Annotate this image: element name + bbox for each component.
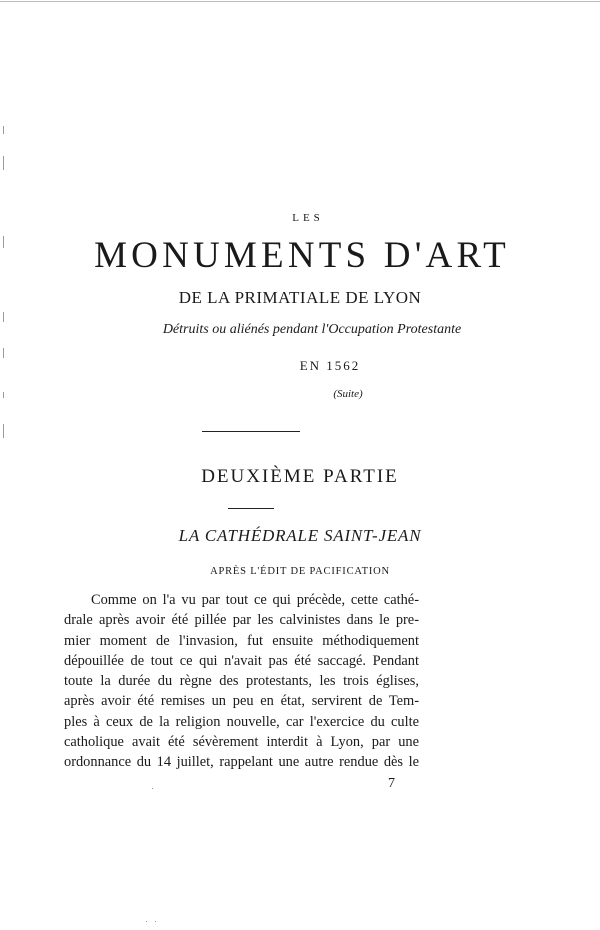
text-line: dépouillée de tout ce qui n'avait pas été saccagé. Pendant [64,652,419,669]
text-line: Comme on l'a vu par tout ce qui précède, cette cathé- [91,592,419,608]
title-article: LES [292,212,324,224]
text-line: catholique avait été sévèrement interdit à Lyon, par une [64,734,419,751]
paper-speck [152,788,153,789]
text-line: drale après avoir été pillée par les calvinistes dans le pre- [64,612,419,629]
part-divider [228,508,274,509]
page-subtitle: DE LA PRIMATIALE DE LYON [178,288,422,307]
text-line: ordonnance du 14 juillet, rappelant une autre rendue dès le [64,754,419,771]
text-line: toute la durée du règne des protestants, les trois églises, [64,673,419,690]
part-heading: DEUXIÈME PARTIE [201,466,399,487]
chapter-subheading: APRÈS L'ÉDIT DE PACIFICATION [210,566,390,577]
text-line: mier moment de l'invasion, fut ensuite méthodiquement [64,632,419,649]
paper-speck [146,921,147,922]
page-title: MONUMENTS D'ART [94,235,510,276]
margin-mark [3,312,4,322]
page-top-edge [0,1,600,2]
margin-mark [3,126,4,134]
title-tagline: Détruits ou aliénés pendant l'Occupation Protestante [162,322,462,337]
chapter-heading: LA CATHÉDRALE SAINT-JEAN [178,526,422,545]
paper-speck [155,921,156,922]
text-line: ples à ceux de la religion nouvelle, car l'exercice du culte [64,713,419,730]
page-number: 7 [388,776,395,791]
section-divider [202,431,300,432]
text-line: après avoir été remises un peu en état, servirent de Tem- [64,693,419,710]
margin-mark [3,156,4,170]
margin-mark [3,424,4,438]
margin-mark [3,348,4,358]
body-paragraph [64,590,419,773]
title-year: EN 1562 [299,358,361,373]
continued-note: (Suite) [333,388,363,400]
